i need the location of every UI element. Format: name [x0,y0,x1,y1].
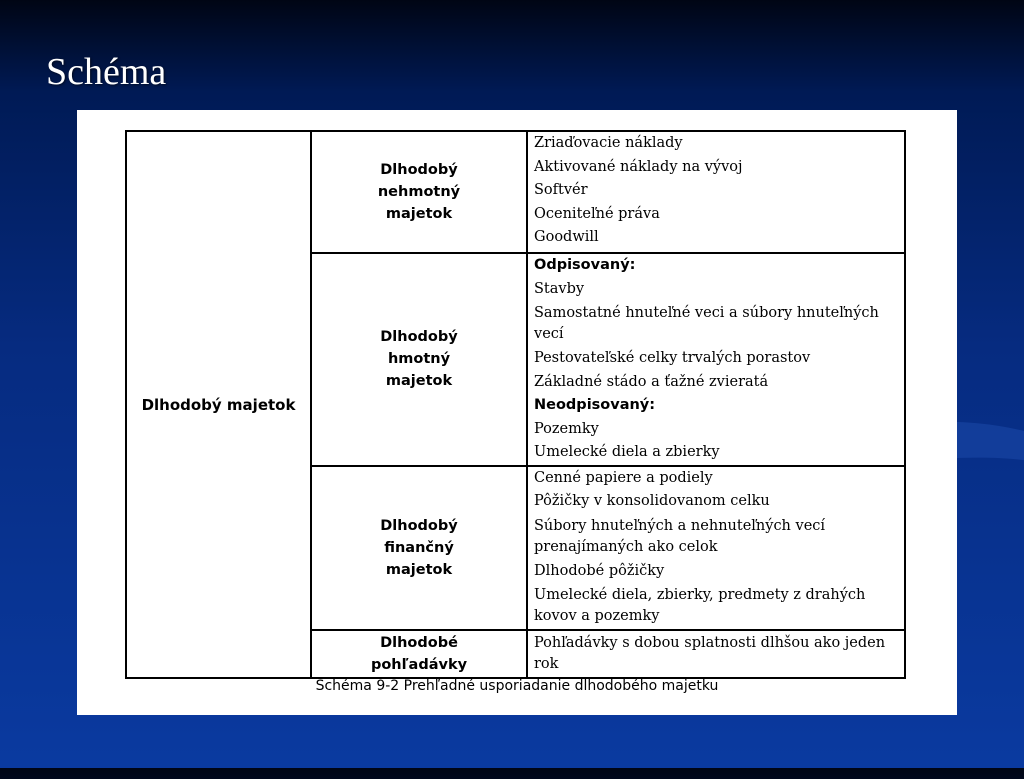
group-label-financial: Dlhodobý finančný majetok [311,466,527,631]
list-item: Základné stádo a ťažné zvieratá [534,373,769,390]
group-label-tangible: Dlhodobý hmotný majetok [311,253,527,466]
list-heading: Odpisovaný: [534,257,636,273]
group-items-tangible [527,253,905,466]
list-item: Softvér [534,182,588,198]
figure-caption: Schéma 9-2 Prehľadné usporiadanie dlhodobého majetku [315,678,719,694]
list-item: Pohľadávky s dobou splatnosti dlhšou ako jeden rok [534,635,886,672]
list-item: Oceniteľné práva [534,205,660,222]
list-item: Umelecké diela, zbierky, predmety z drahých kovov a pozemky [534,587,866,624]
list-item: Cenné papiere a podiely [534,469,713,486]
list-item: Dlhodobé pôžičky [534,562,665,579]
list-item: Goodwill [534,229,599,245]
list-item: Súbory hnuteľných a nehnuteľných vecí prenajímaných ako celok [534,517,826,555]
list-item: Stavby [534,280,585,297]
list-item: Pestovateľské celky trvalých porastov [534,350,811,366]
slide-title: Schéma [46,51,167,93]
list-item: Pôžičky v konsolidovanom celku [534,493,770,509]
list-item: Samostatné hnuteľné veci a súbory hnuteľných vecí [534,305,879,342]
list-item: Pozemky [534,420,599,437]
group-items-financial [527,466,905,631]
group-items-intangible [527,131,905,253]
root-cell [126,131,311,678]
group-label-receivables: Dlhodobé pohľadávky [311,630,527,678]
list-heading: Neodpisovaný: [534,397,656,413]
list-item: Umelecké diela a zbierky [534,444,720,460]
scheme-figure [77,110,957,715]
list-item: Aktivované náklady na vývoj [534,158,743,175]
list-item: Zriaďovacie náklady [534,135,683,151]
group-label-intangible: Dlhodobý nehmotný majetok [311,131,527,253]
scheme-table [125,130,906,679]
root-label: Dlhodobý majetok [141,395,296,414]
group-items-receivables [527,630,905,678]
